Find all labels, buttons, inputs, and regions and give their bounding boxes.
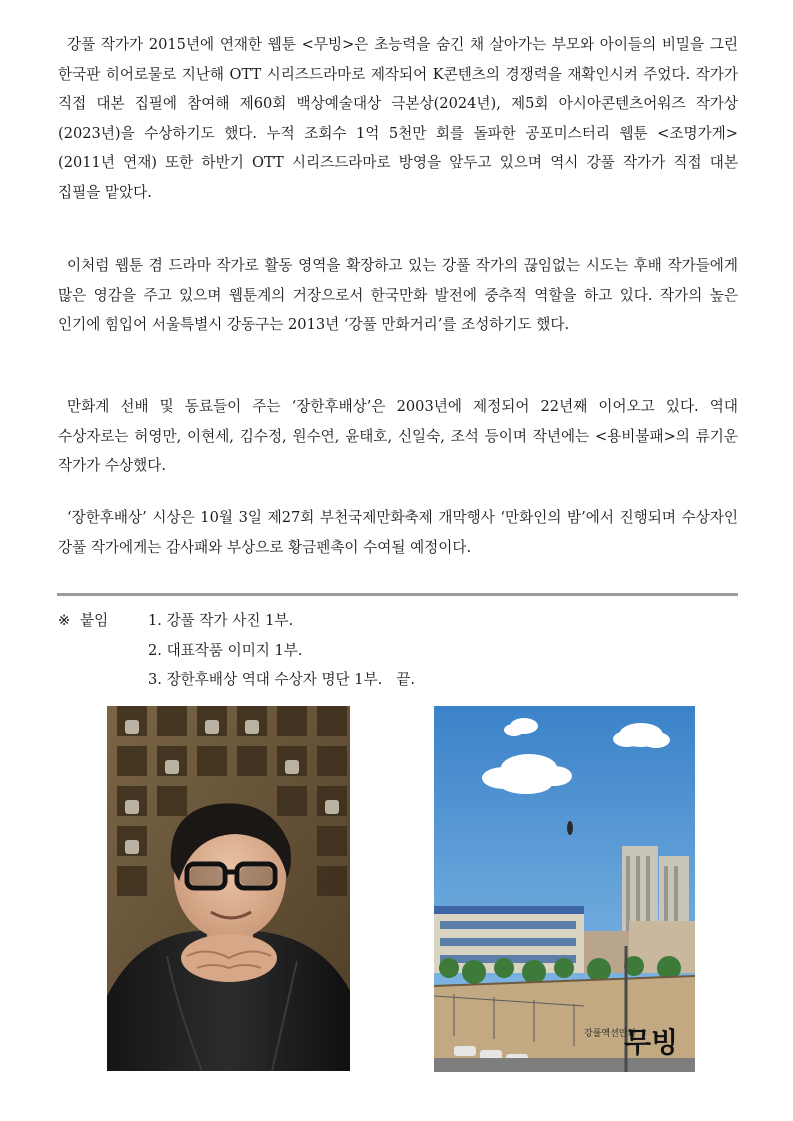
paragraph-award-ceremony: ‘장한후배상’ 시상은 10월 3일 제27회 부천국제만화축제 개막행사 ‘만화인의 밤’에서 진행되며 수상자인 강풀 작가에게는 감사패와 부상으로 황금펜촉이 수여될 예정이다.: [58, 509, 738, 556]
end-mark: 끝.: [396, 671, 415, 688]
paragraph-award-history: 만화계 선배 및 동료들이 주는 ‘장한후배상’은 2003년에 제정되어 22년째 이어오고 있다. 역대 수상자로는 허영만, 이현세, 김수정, 원수연, 윤태호, 신일숙, 조석 등이며 작년에는 <용비불패>의 류기운 작가가 수상했다.: [58, 398, 738, 474]
attachment-item: [58, 665, 738, 695]
attachments-heading: 붙임: [80, 612, 109, 629]
attachments-list: [58, 606, 738, 695]
attachment-item-label: 1. 강풀 작가 사진 1부.: [148, 612, 294, 629]
poster-title: 무빙: [624, 1026, 679, 1059]
attachment-item-label: 3. 장한후배상 역대 수상자 명단 1부.: [148, 671, 383, 688]
attachment-item-label: 2. 대표작품 이미지 1부.: [148, 641, 303, 659]
reference-mark: ※: [58, 612, 71, 629]
author-photo: [107, 706, 350, 1071]
poster-subtitle: 강풀액션만화: [584, 1029, 637, 1039]
paragraph-drama-career: 이처럼 웹툰 겸 드라마 작가로 활동 영역을 확장하고 있는 강풀 작가의 끊임없는 시도는 후배 작가들에게 많은 영감을 주고 있으며 웹툰계의 거장으로서 한국만화 발전에 중추적 역할을 하고 있다. 작가의 높은 인기에 힘입어 서울특별시 강동구는 2013년 ‘강풀 만화거리’를 조성하기도 했다.: [58, 257, 738, 333]
paragraph-moving-webtoon: 강풀 작가가 2015년에 연재한 웹툰 <무빙>은 초능력을 숨긴 채 살아가는 부모와 아이들의 비밀을 그린 한국판 히어로물로 지난해 OTT 시리즈드라마로 제작되어 K콘텐츠의 경쟁력을 재확인시켜 주었다. 작가가 직접 대본 집필에 참여해 제60회 백상예술대상 극본상(2024년), 제5회 아시아콘텐츠어워즈 작가상(2023년)을 수상하기도 했다. 누적 조회수 1억 5천만 회를 돌파한 공포미스터리 웹툰 <조명가게>(2011년 연재) 또한 하반기 OTT 시리즈드라마로 방영을 앞두고 있으며 역시 강풀 작가가 직접 대본 집필을 맡았다.: [58, 36, 738, 201]
moving-poster: [434, 706, 695, 1072]
attachment-item: [58, 606, 738, 636]
attachment-item: [58, 636, 738, 666]
section-divider: [57, 593, 738, 596]
